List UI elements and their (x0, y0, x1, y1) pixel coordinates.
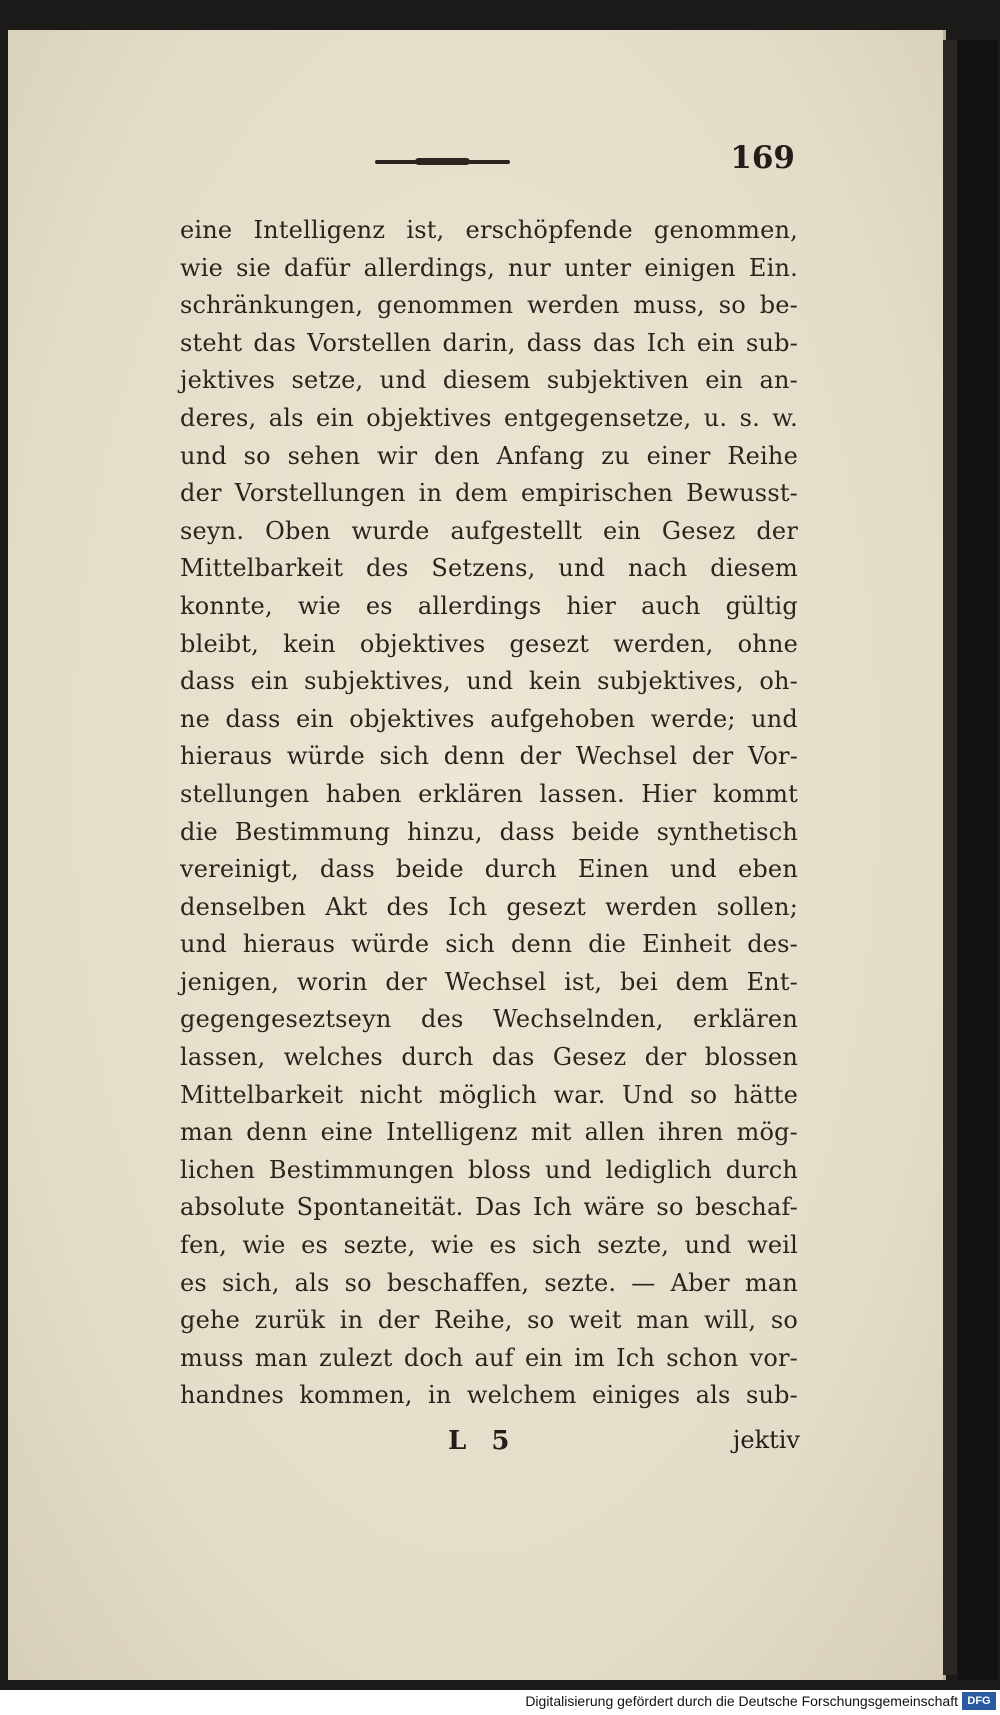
text-line: und so sehen wir den Anfang zu einer Reihe (180, 441, 798, 470)
text-line: dass ein subjektives, und kein subjektives, oh- (180, 667, 798, 696)
text-line: muss man zulezt doch auf ein im Ich schon vor- (180, 1343, 798, 1372)
text-line: absolute Spontaneität. Das Ich wäre so beschaf- (180, 1193, 798, 1222)
text-line: Mittelbarkeit nicht möglich war. Und so hätte (180, 1080, 798, 1109)
text-line: konnte, wie es allerdings hier auch gültig (180, 591, 798, 620)
text-line: man denn eine Intelligenz mit allen ihren mög- (180, 1118, 798, 1147)
text-line: denselben Akt des Ich gesezt werden sollen; (180, 892, 798, 921)
text-line: seyn. Oben wurde aufgestellt ein Gesez der (180, 516, 798, 545)
text-line: und hieraus würde sich denn die Einheit des- (180, 930, 798, 959)
text-line: stellungen haben erklären lassen. Hier kommt (180, 779, 798, 808)
text-line: der Vorstellungen in dem empirischen Bewusst- (180, 479, 798, 508)
text-line: eine Intelligenz ist, erschöpfende genommen, (180, 216, 798, 244)
text-line: steht das Vorstellen darin, dass das Ich ein sub- (180, 328, 798, 357)
text-line: lichen Bestimmungen bloss und lediglich durch (180, 1155, 798, 1184)
body-text (180, 212, 798, 1415)
text-line: hieraus würde sich denn der Wechsel der Vor- (180, 742, 798, 771)
text-line: bleibt, kein objektives gesezt werden, ohne (180, 629, 798, 658)
text-line: jektives setze, und diesem subjektiven ein an- (180, 366, 798, 395)
scan-background (958, 40, 998, 1680)
text-line: handnes kommen, in welchem einiges als sub- (180, 1381, 798, 1410)
text-line: lassen, welches durch das Gesez der blossen (180, 1043, 798, 1072)
text-line: Mittelbarkeit des Setzens, und nach diesem (180, 554, 798, 583)
page-number: 169 (730, 140, 795, 176)
text-line: jenigen, worin der Wechsel ist, bei dem Ent- (180, 967, 798, 996)
catchword: jektiv (732, 1426, 800, 1454)
text-line: die Bestimmung hinzu, dass beide synthetisch (180, 817, 798, 846)
text-line: es sich, als so beschaffen, sezte. — Aber man (180, 1268, 798, 1297)
text-line: ne dass ein objektives aufgehoben werde; und (180, 704, 798, 733)
text-line: gehe zurük in der Reihe, so weit man will, so (180, 1306, 798, 1335)
dfg-logo: DFG (962, 1692, 996, 1710)
header-ornament-rule (375, 160, 510, 164)
text-line: vereinigt, dass beide durch Einen und eben (180, 855, 798, 884)
footer-credit: Digitalisierung gefördert durch die Deutsche Forschungsgemeinschaft (525, 1693, 958, 1709)
text-line: fen, wie es sezte, wie es sich sezte, und weil (180, 1231, 798, 1260)
text-line: deres, als ein objektives entgegensetze, u. s. w. (180, 403, 798, 432)
page-edge (943, 40, 957, 1675)
signature-mark: L 5 (448, 1426, 518, 1456)
text-line: wie sie dafür allerdings, nur unter einigen Ein. (180, 253, 798, 282)
text-line: schränkungen, genommen werden muss, so be- (180, 291, 798, 320)
text-line: gegengeseztseyn des Wechselnden, erklären (180, 1005, 798, 1034)
